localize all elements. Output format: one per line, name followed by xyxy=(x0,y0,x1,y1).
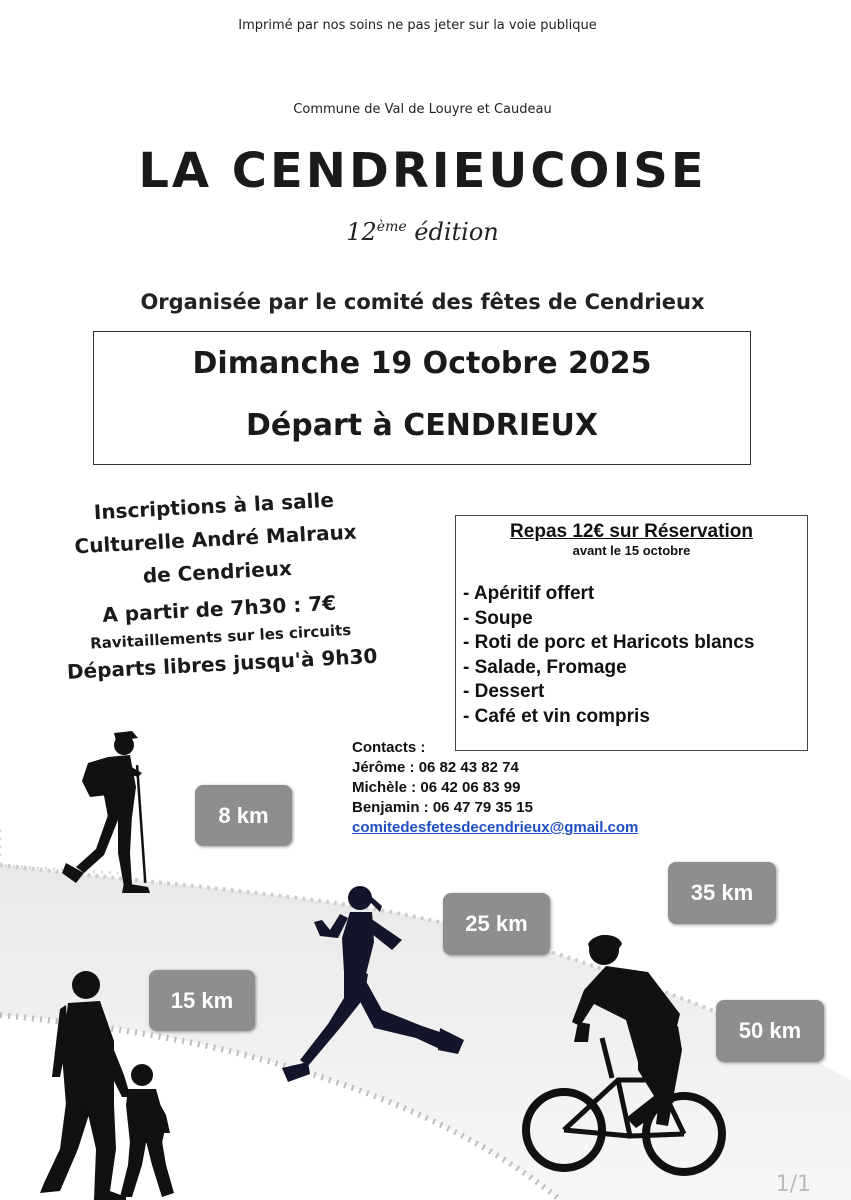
contact-email-link[interactable]: comitedesfetesdecendrieux@gmail.com xyxy=(352,819,639,836)
registration-line3: de Cendrieux xyxy=(142,556,293,588)
registration-info xyxy=(48,481,388,689)
edition-suffix: ème xyxy=(376,219,407,235)
event-date: Dimanche 19 Octobre 2025 xyxy=(192,346,652,381)
distance-badge-25km: 25 km xyxy=(443,893,550,955)
meal-item: - Salade, Fromage xyxy=(463,656,627,678)
edition-label xyxy=(0,218,845,246)
meal-box xyxy=(455,515,808,751)
meal-item: - Café et vin compris xyxy=(463,705,650,727)
contact-person: Benjamin : 06 47 79 35 15 xyxy=(352,799,533,816)
print-notice: Imprimé par nos soins ne pas jeter sur la voie publique xyxy=(238,18,597,33)
registration-free-start: Départs libres jusqu'à 9h30 xyxy=(66,643,378,684)
contact-person: Michèle : 06 42 06 83 99 xyxy=(352,779,521,796)
meal-menu xyxy=(463,582,807,730)
edition-number: 12 xyxy=(346,218,377,246)
distance-badge-50km: 50 km xyxy=(716,1000,824,1062)
edition-word: édition xyxy=(414,218,499,246)
runner-silhouette xyxy=(278,878,468,1093)
meal-item: - Dessert xyxy=(463,681,545,703)
hiker-silhouette xyxy=(58,725,158,895)
distance-badge-15km: 15 km xyxy=(149,970,255,1031)
registration-supplies: Ravitaillements sur les circuits xyxy=(89,620,352,653)
contact-person: Jérôme : 06 82 43 82 74 xyxy=(352,759,519,776)
event-departure: Départ à CENDRIEUX xyxy=(245,408,598,443)
page-indicator: 1/1 xyxy=(775,1172,811,1197)
contacts-block xyxy=(352,738,638,838)
distance-badge-8km: 8 km xyxy=(195,785,292,846)
meal-title: Repas 12€ sur Réservation xyxy=(510,521,753,542)
commune-name: Commune de Val de Louyre et Caudeau xyxy=(293,102,552,117)
meal-item: - Roti de porc et Haricots blancs xyxy=(463,632,755,654)
organiser-line: Organisée par le comité des fêtes de Cendrieux xyxy=(140,290,705,314)
registration-line2: Culturelle André Malraux xyxy=(73,519,358,559)
meal-deadline: avant le 15 octobre xyxy=(572,543,691,558)
cyclist-silhouette xyxy=(518,930,728,1190)
date-box xyxy=(93,331,751,465)
event-title: LA CENDRIEUCOISE xyxy=(138,143,707,199)
meal-item: - Apéritif offert xyxy=(463,583,595,604)
registration-line1: Inscriptions à la salle xyxy=(93,487,335,525)
distance-badge-35km: 35 km xyxy=(668,862,776,924)
contacts-heading: Contacts : xyxy=(352,739,426,756)
meal-item: - Soupe xyxy=(463,607,533,629)
registration-price: A partir de 7h30 : 7€ xyxy=(101,590,337,627)
